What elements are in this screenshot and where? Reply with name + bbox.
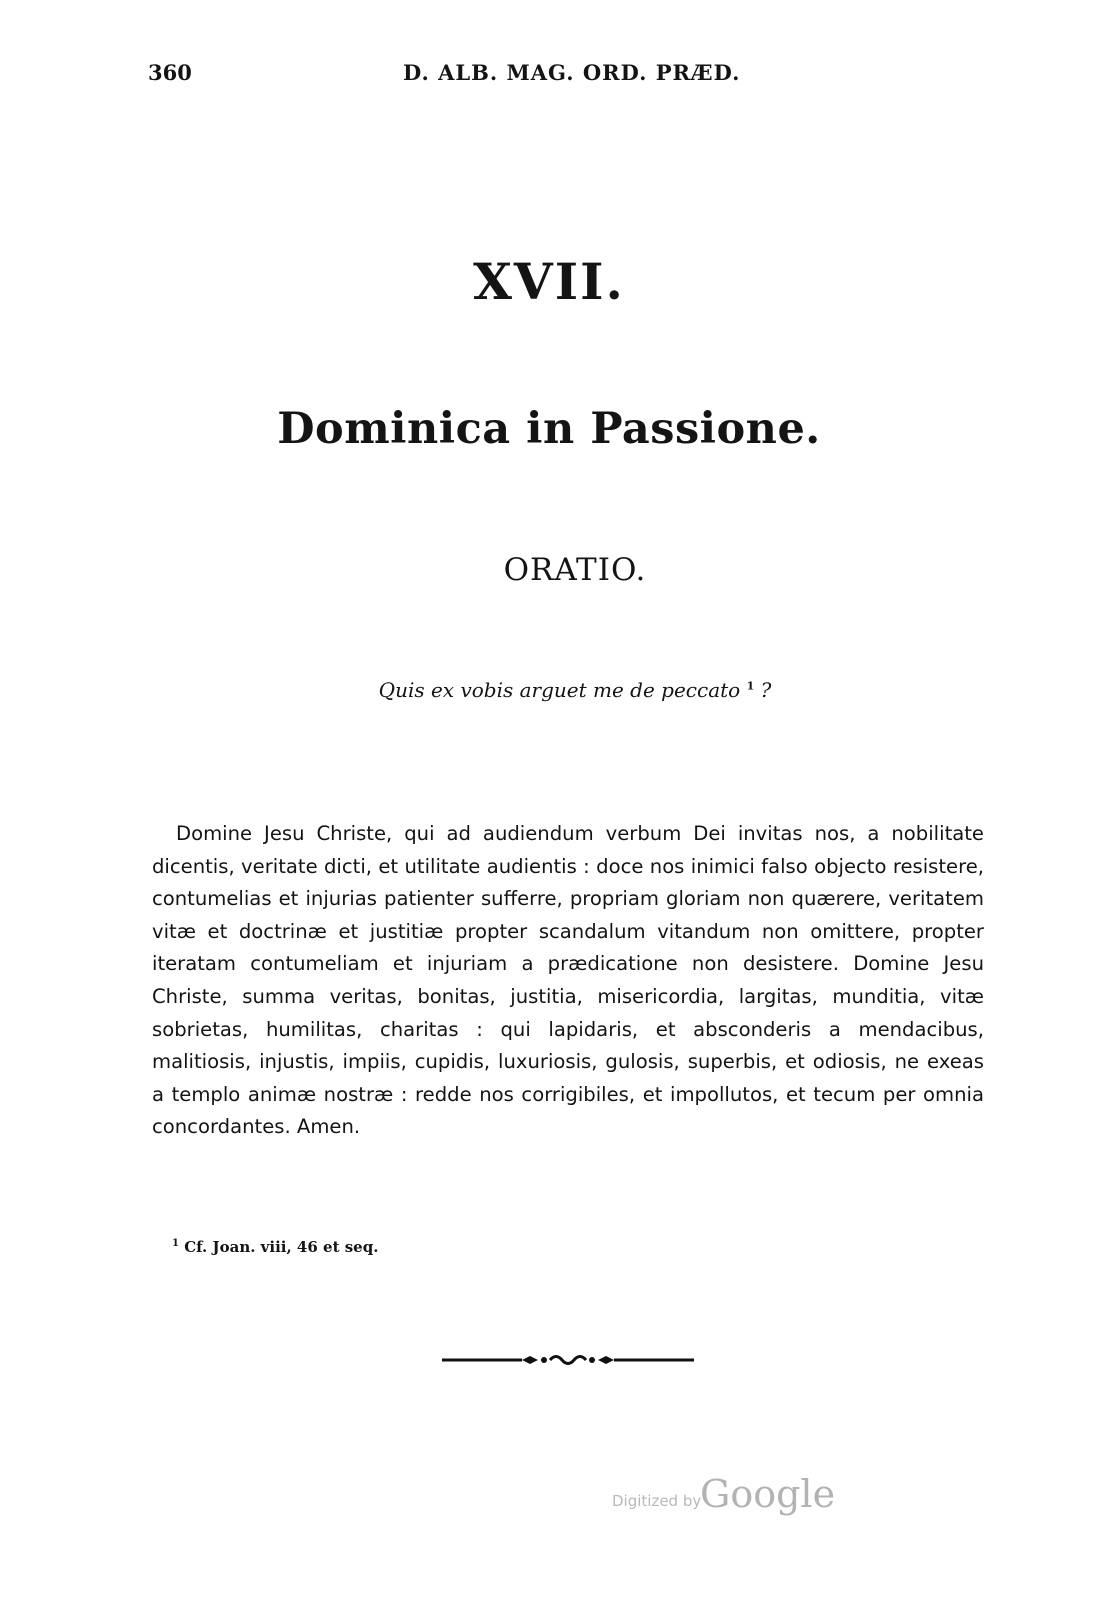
section-title: Dominica in Passione.	[277, 404, 821, 454]
footnote-reference[interactable]: 1	[746, 679, 755, 693]
footnote-text: Cf. Joan. viii, 46 et seq.	[184, 1238, 379, 1256]
running-title: D. ALB. MAG. ORD. PRÆD.	[403, 60, 741, 85]
oratio-heading: ORATIO.	[503, 552, 647, 588]
digitized-label: Digitized by	[612, 1492, 702, 1510]
running-head	[148, 60, 938, 92]
footnote	[172, 1238, 378, 1256]
ornament-divider	[440, 1352, 696, 1368]
google-logo: Google	[700, 1472, 836, 1516]
epigraph-question-mark: ?	[760, 678, 772, 702]
prayer-paragraph: Domine Jesu Christe, qui ad audiendum verbum Dei invitas nos, a nobilitate dicentis, veritate dicti, et utilitate audientis : doce nos inimici falso objecto resistere, contumelias et injurias patienter sufferre, propriam gloriam non quærere, veritatem vitæ et doctrinæ et justitiæ propter scandalum vitandum non omittere, propter iteratam contumeliam et injuriam a prædicatione non desistere. Domine Jesu Christe, summa veritas, bonitas, justitia, misericordia, largitas, munditia, vitæ sobrietas, humilitas, charitas : qui lapidaris, et absconderis a mendacibus, malitiosis, injustis, impiis, cupidis, luxuriosis, gulosis, superbis, et odiosis, ne exeas a templo animæ nostræ : redde nos corrigibiles, et impollutos, et tecum per omnia concordantes. Amen.	[152, 822, 984, 1139]
epigraph-text: Quis ex vobis arguet me de peccato	[378, 678, 741, 702]
epigraph	[0, 678, 1098, 702]
footnote-marker: 1	[172, 1238, 179, 1249]
page-number: 360	[148, 60, 192, 85]
chapter-number: XVII.	[473, 252, 625, 311]
